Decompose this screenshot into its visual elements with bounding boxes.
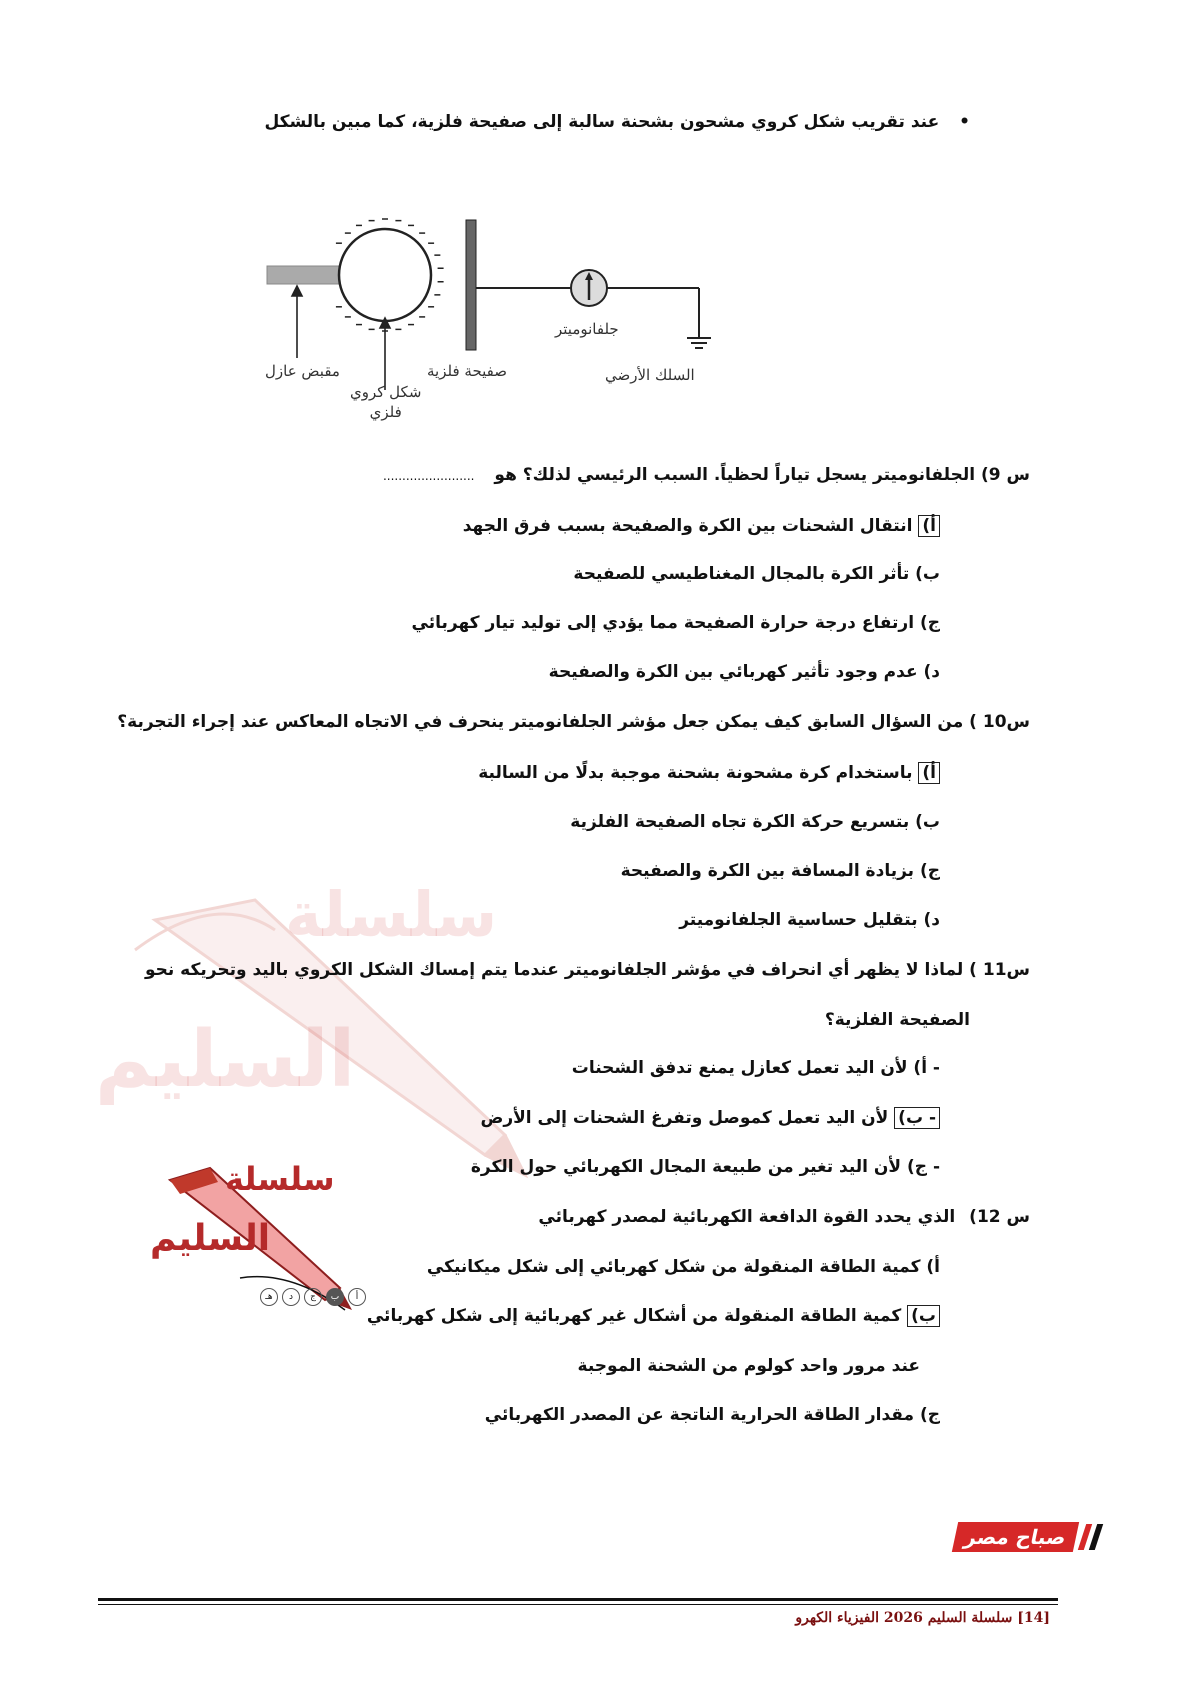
ground-symbol-icon (687, 338, 711, 348)
intro-bullet: • (959, 112, 970, 132)
logo-word-series: سلسلة (225, 1160, 335, 1198)
q12-option-c (485, 1405, 940, 1425)
question-11-continued: الصفيحة الفلزية؟ (824, 1010, 970, 1030)
watermark-logo (140, 1160, 380, 1320)
q12-option-c-label: ج) (919, 1405, 940, 1425)
q10-option-d-label: د) (923, 910, 940, 930)
q9-option-b (573, 564, 940, 584)
q11-option-a (572, 1058, 940, 1078)
label-sphere-line2: فلزي (369, 403, 402, 421)
label-sphere-line1: شكل كروي (350, 383, 422, 401)
logo-word-alsaleem: السليم (150, 1218, 271, 1259)
q11-option-c-label: - ج) (907, 1157, 940, 1177)
q11-option-b (480, 1107, 940, 1129)
insulated-handle-shape (267, 266, 339, 284)
q9-option-c-text: ارتفاع درجة حرارة الصفيحة مما يؤدي إلى توليد تيار كهربائي (411, 613, 915, 633)
q10-option-b-label: ب) (915, 812, 940, 832)
question-12 (538, 1207, 1030, 1227)
footer-brand-logo (955, 1520, 1099, 1554)
q10-option-b-text: بتسريع حركة الكرة تجاه الصفيحة الفلزية (570, 812, 910, 832)
q9-option-d (549, 662, 940, 682)
q12-option-a (427, 1257, 940, 1277)
footer-page-label: [14] سلسلة السليم 2026 الفيزياء الكهرو (795, 1610, 1050, 1626)
q12-option-b-label: ب) (907, 1305, 940, 1327)
q9-option-a-text: انتقال الشحنات بين الكرة والصفيحة بسبب فرق الجهد (462, 516, 913, 536)
label-ground-wire: السلك الأرضي (605, 366, 695, 384)
q9-option-a (463, 515, 940, 537)
question-11-number: س11 ) (969, 960, 1030, 980)
q12-option-a-text: كمية الطاقة المنقولة من شكل كهربائي إلى شكل ميكانيكي (426, 1257, 921, 1277)
q11-option-b-label: - ب) (894, 1107, 940, 1129)
diagram-svg (255, 200, 755, 440)
q9-option-b-label: ب) (915, 564, 940, 584)
q10-option-a-text: باستخدام كرة مشحونة بشحنة موجبة بدلًا من السالبة (478, 763, 913, 783)
question-9-text: الجلفانوميتر يسجل تياراً لحظياً. السبب الرئيسي لذلك؟ هو (494, 465, 976, 485)
brand-slashes (1082, 1524, 1099, 1550)
q12-option-b-continued: عند مرور واحد كولوم من الشحنة الموجبة (577, 1356, 920, 1376)
question-12-number: س 12) (969, 1207, 1030, 1227)
q10-option-c (621, 861, 940, 881)
q9-option-c-label: ج) (919, 613, 940, 633)
q9-option-c (412, 613, 940, 633)
label-sphere (350, 382, 421, 422)
question-9-blank: ........................ (382, 469, 475, 483)
watermark-word-alsaleem: السليم (95, 1015, 356, 1105)
choice-circle-4: ب (326, 1288, 344, 1306)
q9-option-d-label: د) (923, 662, 940, 682)
question-12-text: الذي يحدد القوة الدافعة الكهربائية لمصدر كهربائي (538, 1207, 956, 1227)
footer-rule-thin (98, 1604, 1058, 1605)
q9-option-d-text: عدم وجود تأثير كهربائي بين الكرة والصفيحة (548, 662, 918, 682)
q10-option-d (679, 910, 940, 930)
q12-option-b-text: كمية الطاقة المنقولة من أشكال غير كهربائية إلى شكل كهربائي (366, 1306, 902, 1326)
logo-choice-circles (260, 1288, 366, 1306)
label-galvanometer: جلفانوميتر (555, 320, 619, 338)
intro-text: عند تقريب شكل كروي مشحون بشحنة سالبة إلى صفيحة فلزية، كما مبين بالشكل (264, 112, 940, 132)
q11-option-b-text: لأن اليد تعمل كموصل وتفرغ الشحنات إلى الأرض (480, 1108, 889, 1128)
question-10-text: من السؤال السابق كيف يمكن جعل مؤشر الجلفانوميتر ينحرف في الاتجاه المعاكس عند إجراء التجربة؟ (117, 712, 964, 732)
q10-option-a-label: أ) (918, 762, 940, 784)
q11-option-a-label: - أ) (913, 1058, 940, 1078)
q10-option-b (570, 812, 940, 832)
question-9 (383, 465, 1030, 485)
question-11 (145, 960, 1030, 980)
question-9-number: س 9) (980, 465, 1030, 485)
q12-option-a-label: أ) (926, 1257, 940, 1277)
q11-option-c-text: لأن اليد تغير من طبيعة المجال الكهربائي حول الكرة (470, 1157, 902, 1177)
choice-circle-5: أ (348, 1288, 366, 1306)
q11-option-c (471, 1157, 940, 1177)
watermark-word-series: سلسلة (285, 878, 498, 951)
choice-circle-2: د (282, 1288, 300, 1306)
q10-option-d-text: بتقليل حساسية الجلفانوميتر (679, 910, 918, 930)
q11-option-a-text: لأن اليد تعمل كعازل يمنع تدفق الشحنات (571, 1058, 908, 1078)
q12-option-b (367, 1305, 940, 1327)
figure-sphere-plate (255, 200, 755, 440)
q12-option-c-text: مقدار الطاقة الحرارية الناتجة عن المصدر الكهربائي (484, 1405, 915, 1425)
intro-line (264, 112, 970, 132)
choice-circle-1: هـ (260, 1288, 278, 1306)
q10-option-a (478, 762, 940, 784)
metal-sphere-shape (339, 229, 431, 321)
metal-plate-shape (466, 220, 476, 350)
label-metal-plate: صفيحة فلزية (427, 362, 507, 380)
question-10-number: س10 ) (969, 712, 1030, 732)
choice-circle-3: ج (304, 1288, 322, 1306)
footer-rule (98, 1598, 1058, 1601)
q9-option-b-text: تأثر الكرة بالمجال المغناطيسي للصفيحة (573, 564, 910, 584)
label-insulated-handle: مقبض عازل (265, 362, 340, 380)
question-11-text: لماذا لا يظهر أي انحراف في مؤشر الجلفانوميتر عندما يتم إمساك الشكل الكروي باليد وتحريكه نحو (144, 960, 964, 980)
brand-badge: صباح مصر (952, 1522, 1079, 1552)
q9-option-a-label: أ) (918, 515, 940, 537)
question-10 (117, 712, 1030, 732)
q10-option-c-text: بزيادة المسافة بين الكرة والصفيحة (620, 861, 915, 881)
q10-option-c-label: ج) (919, 861, 940, 881)
